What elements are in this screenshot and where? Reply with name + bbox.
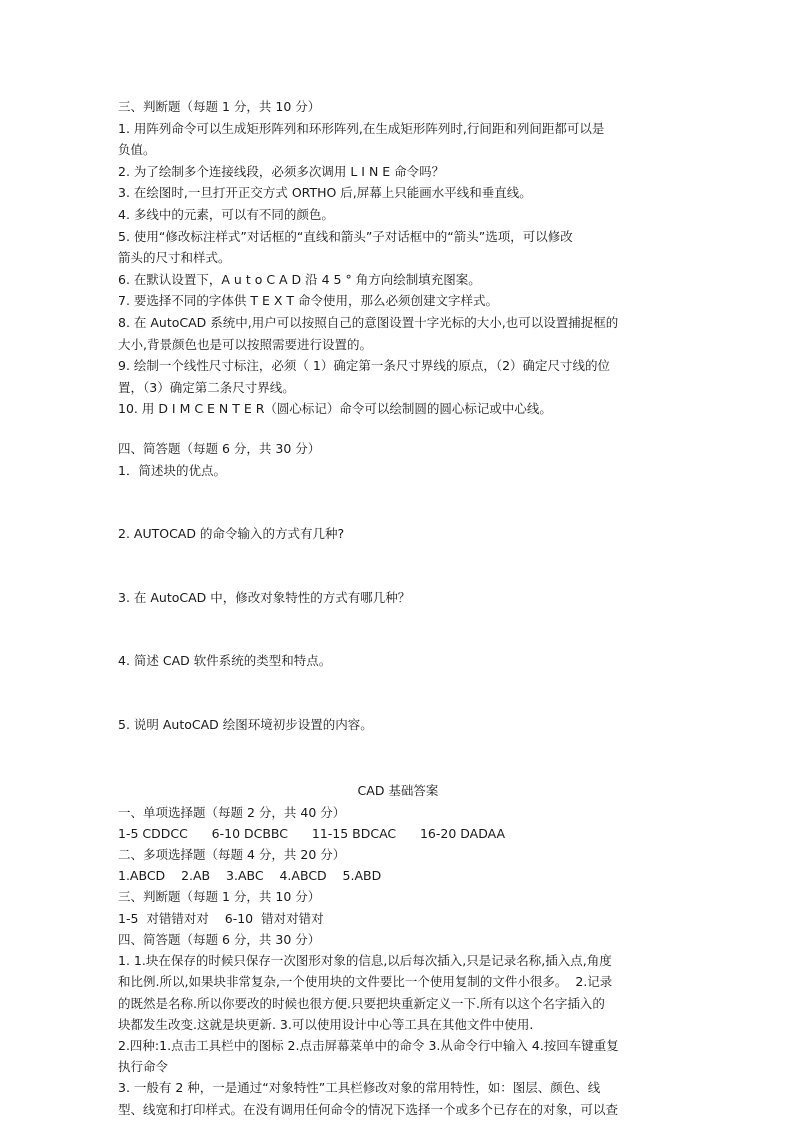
question-8-line-1: 8. 在 AutoCAD 系统中,用户可以按照自己的意图设置十字光标的大小,也可以设置捕捉框的 bbox=[118, 314, 619, 330]
section-heading: 三、判断题（每题 1 分，共 10 分） bbox=[118, 99, 321, 114]
section-judgement bbox=[118, 96, 678, 420]
answer-key bbox=[118, 780, 678, 1119]
answer-section-2-line: 1.ABCD 2.AB 3.ABC 4.ABCD 5.ABD bbox=[118, 868, 382, 884]
question-9-line-2: 置，（3）确定第二条尺寸界线。 bbox=[118, 379, 295, 395]
question-6: 6. 在默认设置下，A u t o C A D 沿 4 5 ° 角方向绘制填充图案。 bbox=[118, 271, 481, 287]
question-8-line-2: 大小,背景颜色也是可以按照需要进行设置的。 bbox=[118, 336, 372, 352]
question-9-line-1: 9. 绘制一个线性尺寸标注，必须（ 1）确定第一条尺寸界线的原点，（2）确定尺寸线的位 bbox=[118, 358, 611, 374]
document-page bbox=[118, 96, 678, 1120]
short-question-5: 5. 说明 AutoCAD 绘图环境初步设置的内容。 bbox=[118, 716, 373, 732]
answer-1-line-1: 1. 1.块在保存的时候只保存一次图形对象的信息,以后每次插入,只是记录名称,插入点,角度 bbox=[118, 953, 612, 969]
question-4: 4. 多线中的元素，可以有不同的颜色。 bbox=[118, 206, 334, 222]
short-question-1: 1．简述块的优点。 bbox=[118, 462, 226, 478]
question-2: 2. 为了绘制多个连接线段，必须多次调用 L I N E 命令吗？ bbox=[118, 163, 445, 179]
answer-section-1-heading: 一、单项选择题（每题 2 分，共 40 分） bbox=[118, 804, 346, 820]
answer-section-2-heading: 二、多项选择题（每题 4 分，共 20 分） bbox=[118, 847, 346, 863]
short-question-3: 3. 在 AutoCAD 中，修改对象特性的方式有哪几种？ bbox=[118, 589, 411, 605]
answer-3-line-1: 3. 一般有 2 种，一是通过“对象特性”工具栏修改对象的常用特性，如：图层、颜色、线 bbox=[118, 1080, 601, 1096]
question-5-line-2: 箭头的尺寸和样式。 bbox=[118, 250, 231, 266]
section-heading: 四、简答题（每题 6 分，共 30 分） bbox=[118, 440, 321, 456]
answer-1-line-2: 和比例.所以,如果块非常复杂,一个使用块的文件要比一个使用复制的文件小很多。 2.记录 bbox=[118, 974, 613, 990]
answer-section-3-line: 1-5 对错错对对 6-10 错对对错对 bbox=[118, 910, 324, 926]
answer-1-line-3: 的既然是名称.所以你要改的时候也很方便.只要把块重新定义一下.所有以这个名字插入的 bbox=[118, 995, 605, 1011]
answer-1-line-4: 块都发生改变.这就是块更新. 3.可以使用设计中心等工具在其他文件中使用. bbox=[118, 1016, 534, 1032]
question-5-line-1: 5. 使用“修改标注样式”对话框的“直线和箭头”子对话框中的“箭头”选项，可以修改 bbox=[118, 228, 573, 244]
answer-section-3-heading: 三、判断题（每题 1 分，共 10 分） bbox=[118, 889, 321, 905]
answer-section-4-heading: 四、简答题（每题 6 分，共 30 分） bbox=[118, 931, 321, 947]
answer-2-line-1: 2.四种:1.点击工具栏中的图标 2.点击屏幕菜单中的命令 3.从命令行中输入 4.按回车键重复 bbox=[118, 1037, 619, 1053]
question-3: 3. 在绘图时,一旦打开正交方式 ORTHO 后,屏幕上只能画水平线和垂直线。 bbox=[118, 185, 532, 201]
answer-3-line-2: 型、线宽和打印样式。在没有调用任何命令的情况下选择一个或多个已存在的对象，可以查 bbox=[118, 1101, 619, 1117]
answer-section-1-line: 1-5 CDDCC 6-10 DCBBC 11-15 BDCAC 16-20 DADAA bbox=[118, 825, 506, 841]
section-short-answer bbox=[118, 438, 678, 736]
short-question-4: 4. 简述 CAD 软件系统的类型和特点。 bbox=[118, 653, 332, 669]
question-7: 7. 要选择不同的字体供 T E X T 命令使用，那么必须创建文字样式。 bbox=[118, 293, 498, 309]
question-10: 10. 用 D I M C E N T E R（圆心标记）命令可以绘制圆的圆心标记或中心线。 bbox=[118, 401, 552, 417]
answer-title: CAD 基础答案 bbox=[357, 783, 439, 799]
answer-2-line-2: 执行命令 bbox=[118, 1059, 169, 1075]
question-1-line-1: 1. 用阵列命令可以生成矩形阵列和环形阵列,在生成矩形阵列时,行间距和列间距都可以是 bbox=[118, 120, 605, 136]
short-question-2: 2. AUTOCAD 的命令输入的方式有几种? bbox=[118, 526, 345, 542]
question-1-line-2: 负值。 bbox=[118, 142, 156, 158]
